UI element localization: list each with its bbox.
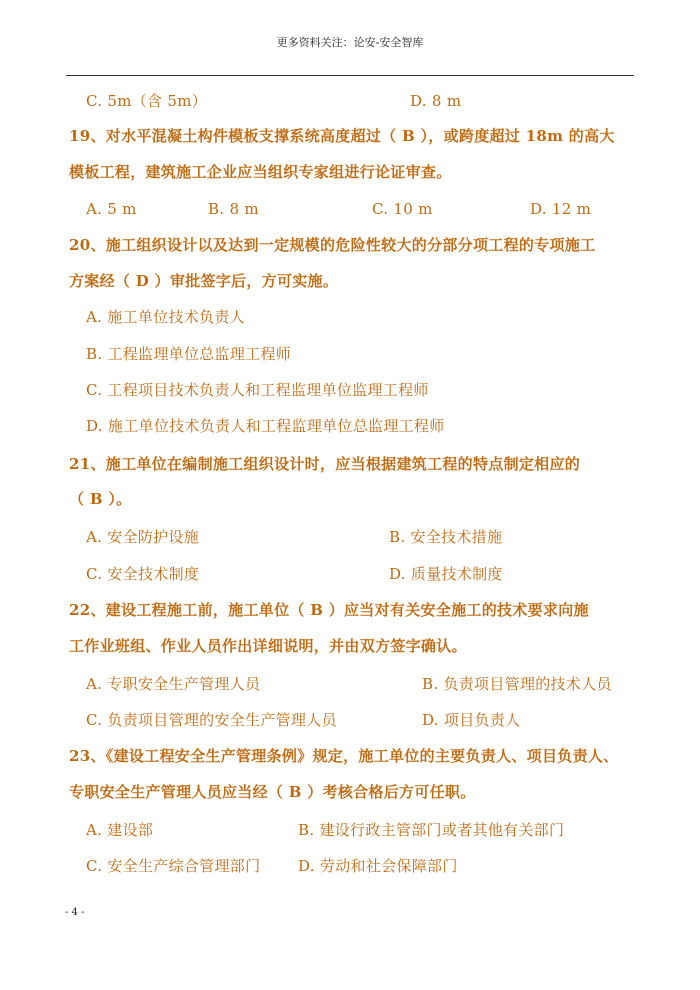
q20-option-a: A. 施工单位技术负责人 <box>86 308 245 326</box>
q23-text-line2: 专职安全生产管理人员应当经（ B ）考核合格后方可任职。 <box>69 783 476 801</box>
q20-option-c: C. 工程项目技术负责人和工程监理单位监理工程师 <box>86 381 429 399</box>
q18-option-d: D. 8 m <box>410 92 462 110</box>
q21-option-d: D. 质量技术制度 <box>389 565 503 583</box>
q20-text-line2: 方案经（ D ）审批签字后，方可实施。 <box>69 272 339 290</box>
q21-option-a: A. 安全防护设施 <box>86 528 200 546</box>
q20-text-line1: 20、施工组织设计以及达到一定规模的危险性较大的分部分项工程的专项施工 <box>69 236 596 254</box>
q19-option-b: B. 8 m <box>208 200 259 218</box>
q21-option-b: B. 安全技术措施 <box>389 528 503 546</box>
q19-option-c: C. 10 m <box>372 200 433 218</box>
q18-option-c: C. 5m（含 5m） <box>86 92 208 110</box>
q19-text-line1: 19、对水平混凝土构件模板支撑系统高度超过（ B ），或跨度超过 18m 的高大 <box>69 127 615 145</box>
q19-text-line2: 模板工程，建筑施工企业应当组织专家组进行论证审查。 <box>69 163 452 181</box>
q22-text-line1: 22、建设工程施工前，施工单位（ B ）应当对有关安全施工的技术要求向施 <box>69 601 589 619</box>
q20-option-b: B. 工程监理单位总监理工程师 <box>86 345 292 363</box>
q19-option-a: A. 5 m <box>86 200 137 218</box>
q19-option-d: D. 12 m <box>530 200 592 218</box>
q23-option-b: B. 建设行政主管部门或者其他有关部门 <box>298 821 565 839</box>
page-header: 更多资料关注：论安-安全智库 <box>276 36 424 49</box>
q21-option-c: C. 安全技术制度 <box>86 565 200 583</box>
q23-option-a: A. 建设部 <box>86 821 154 839</box>
page-number: - 4 - <box>65 907 85 918</box>
q20-option-d: D. 施工单位技术负责人和工程监理单位总监理工程师 <box>86 417 445 435</box>
header-rule <box>66 75 634 76</box>
q21-text-line2: （ B ）。 <box>69 490 132 508</box>
q22-option-b: B. 负责项目管理的技术人员 <box>422 675 612 693</box>
q22-option-d: D. 项目负责人 <box>422 711 521 729</box>
q23-option-c: C. 安全生产综合管理部门 <box>86 857 261 875</box>
q22-option-c: C. 负责项目管理的安全生产管理人员 <box>86 711 337 729</box>
q22-option-a: A. 专职安全生产管理人员 <box>86 675 261 693</box>
q22-text-line2: 工作业班组、作业人员作出详细说明，并由双方签字确认。 <box>69 637 467 655</box>
q23-option-d: D. 劳动和社会保障部门 <box>298 857 458 875</box>
q21-text-line1: 21、施工单位在编制施工组织设计时，应当根据建筑工程的特点制定相应的 <box>69 455 581 473</box>
q23-text-line1: 23、《建设工程安全生产管理条例》规定，施工单位的主要负责人、项目负责人、 <box>69 747 619 765</box>
